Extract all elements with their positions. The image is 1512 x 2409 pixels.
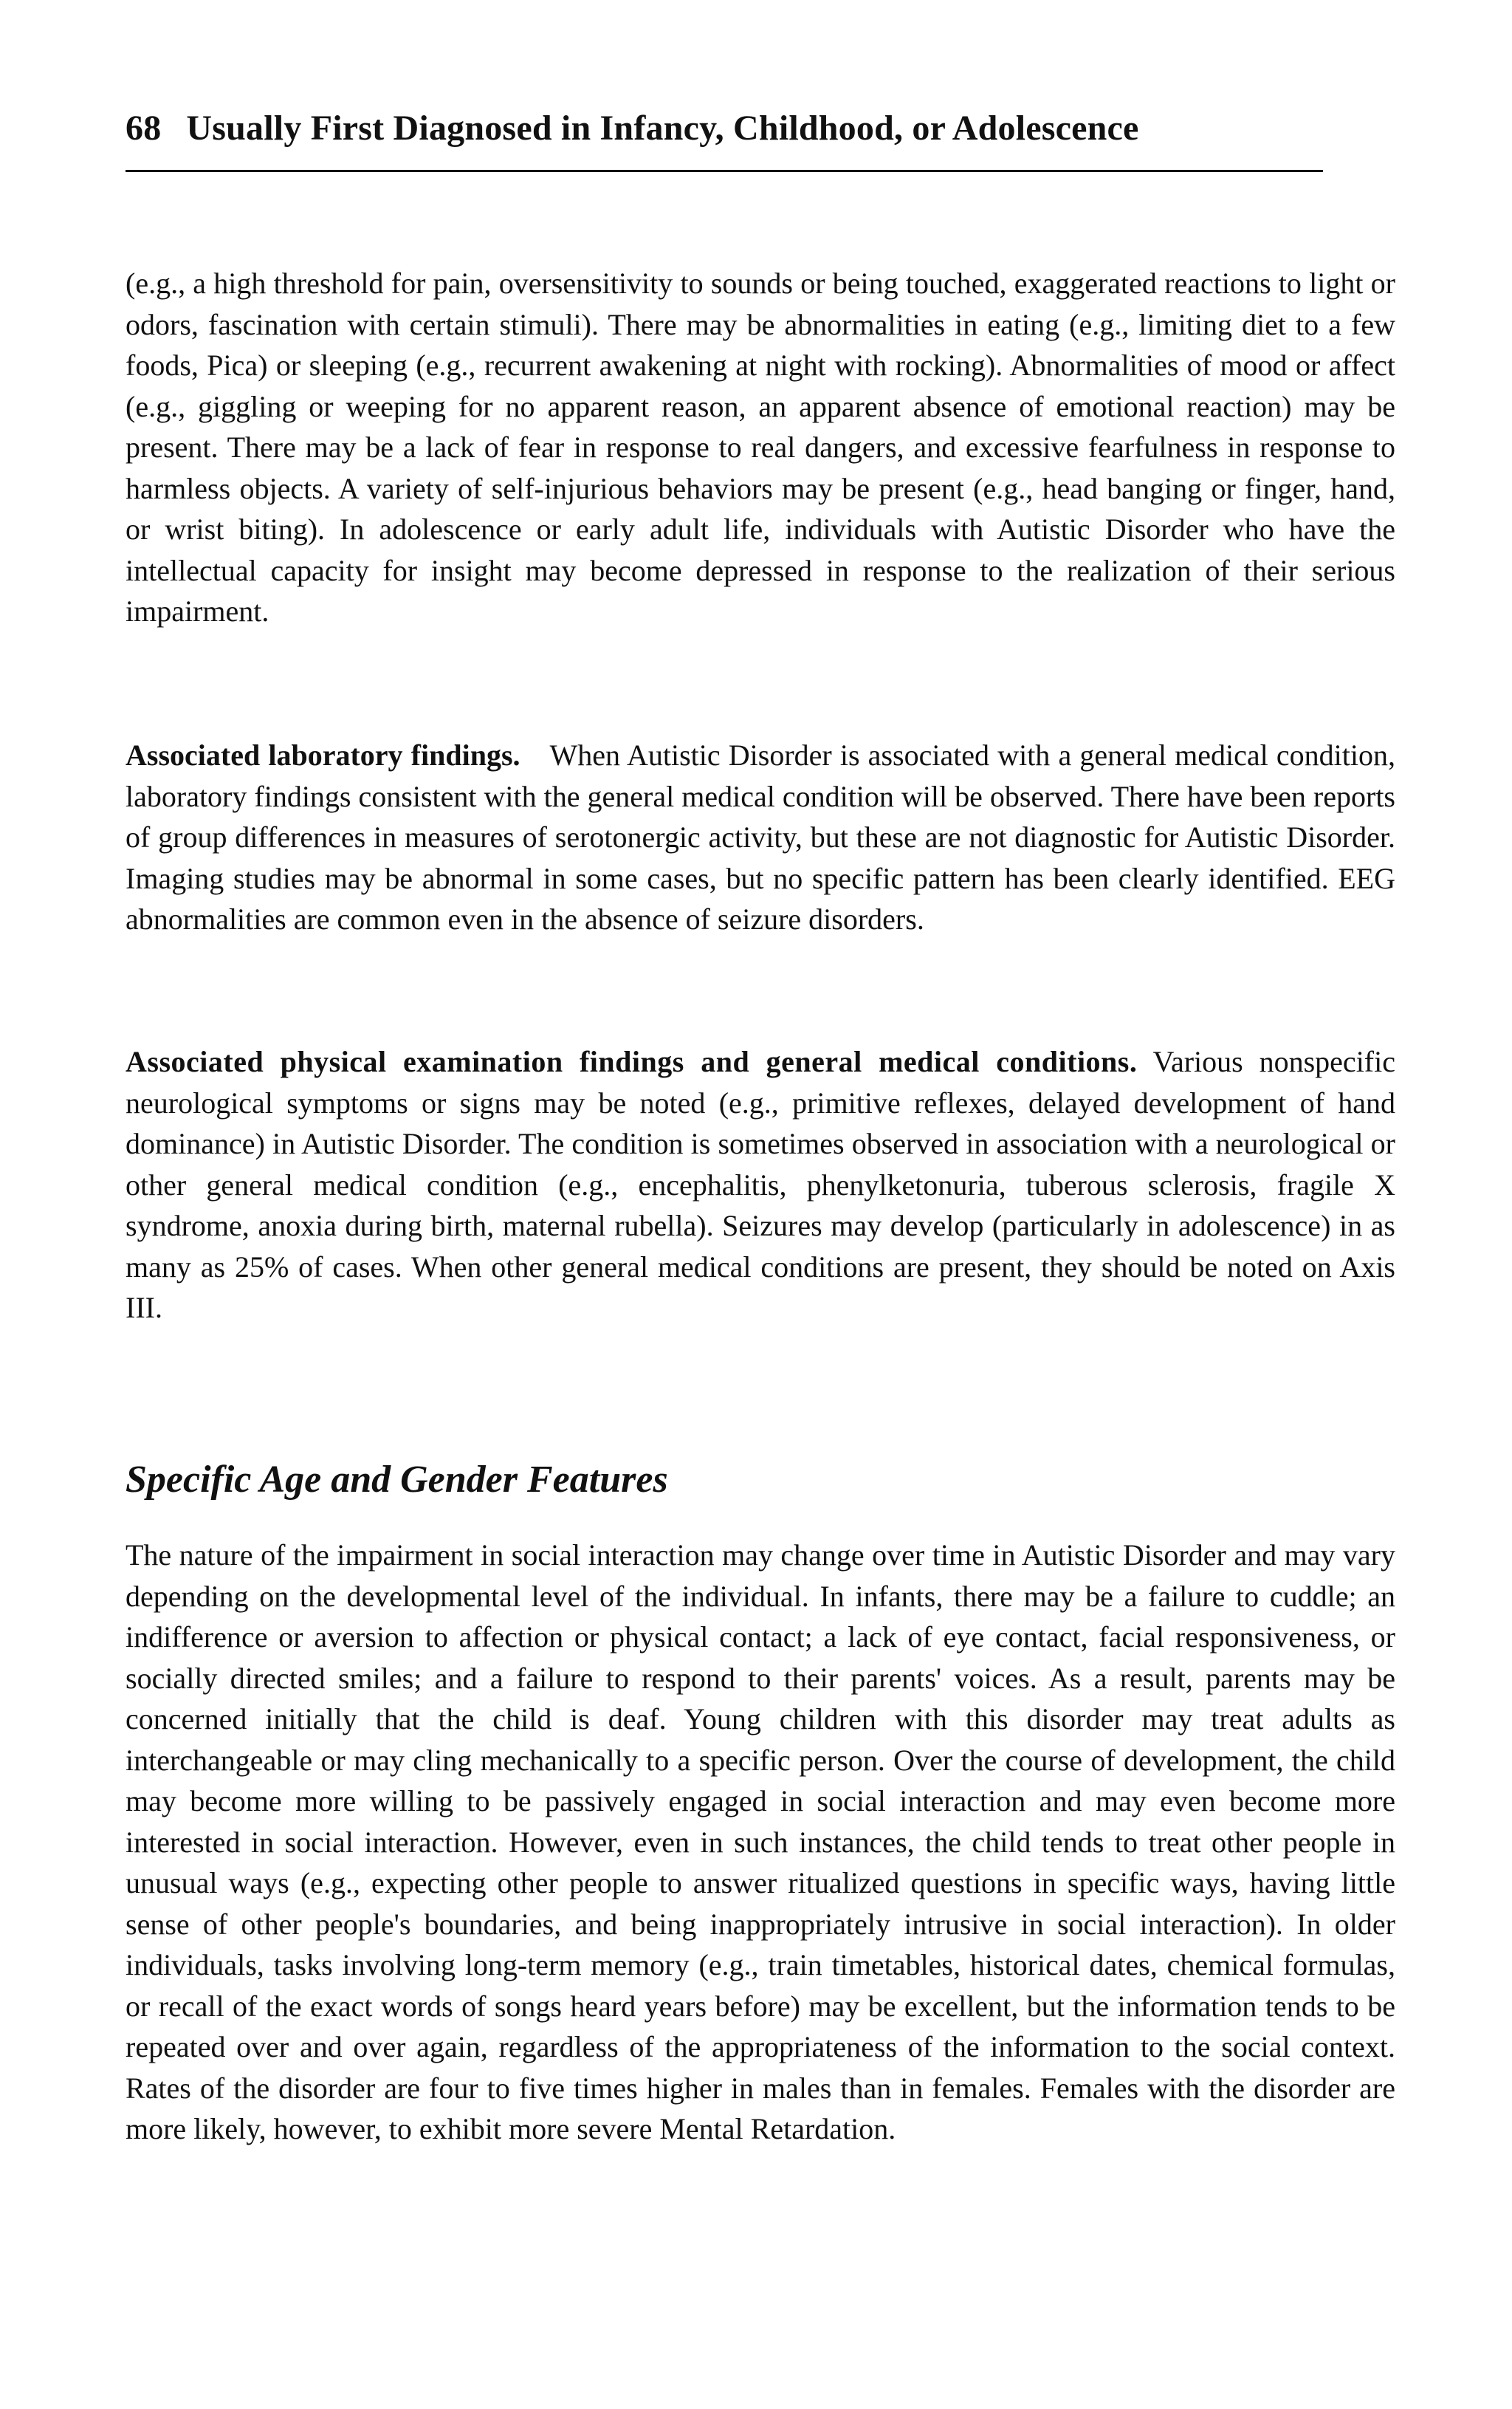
page-number: 68 [126, 109, 162, 148]
lab-findings-block [126, 735, 1395, 940]
physical-findings-paragraph [126, 1041, 1395, 1329]
physical-findings-block [126, 1041, 1395, 1329]
continuation-block [126, 263, 1395, 632]
lab-findings-paragraph [126, 735, 1395, 940]
age-gender-section [126, 1459, 1395, 2150]
section-heading: Specific Age and Gender Features [126, 1459, 668, 1501]
running-head-title: Usually First Diagnosed in Infancy, Childhood, or Adolescence [186, 109, 1139, 148]
continuation-paragraph: (e.g., a high threshold for pain, oversensitivity to sounds or being touched, exaggerated reactions to light or odors, fascination with certain stimuli). There may be abnormalities in eating (e.g., limiting diet to a few foods, Pica) or sleeping (e.g., recurrent awakening at night with rocking). Abnormalities of mood or affect (e.g., giggling or weeping for no apparent reason, an apparent absence of emotional reaction) may be present. There may be a lack of fear in response to real dangers, and excessive fearfulness in response to harmless objects. A variety of self-injurious behaviors may be present (e.g., head banging or finger, hand, or wrist biting). In adolescence or early adult life, individuals with Autistic Disorder who have the intellectual capacity for insight may become depressed in response to the realization of their serious impairment. [126, 267, 1395, 628]
running-head [126, 111, 1322, 146]
age-gender-paragraph: The nature of the impairment in social interaction may change over time in Autistic Disorder and may vary depending on the developmental level of the individual. In infants, there may be a failure to cuddle; an indifference or aversion to affection or physical contact; a lack of eye contact, facial responsiveness, or socially directed smiles; and a failure to respond to their parents' voices. As a result, parents may be concerned initially that the child is deaf. Young children with this disorder may treat adults as interchangeable or may cling mechanically to a specific person. Over the course of development, the child may become more willing to be passively engaged in social interaction and may even become more interested in social interaction. However, even in such instances, the child tends to treat other people in unusual ways (e.g., expecting other people to answer ritualized questions in specific ways, having little sense of other people's boundaries, and being inappropriately intrusive in social interaction). In older individuals, tasks involving long-term memory (e.g., train timetables, historical dates, chemical formulas, or recall of the exact words of songs heard years before) may be excellent, but the information tends to be repeated over and over again, regardless of the appropriateness of the information to the social context. Rates of the disorder are four to five times higher in males than in females. Females with the disorder are more likely, however, to exhibit more severe Mental Retardation. [126, 1538, 1395, 2146]
lab-findings-text: When Autistic Disorder is associated with a general medical condition, laboratory findings consistent with the general medical condition will be observed. There have been reports of group differences in measures of serotonergic activity, but these are not diagnostic for Autistic Disorder. Imaging studies may be abnormal in some cases, but no specific pattern has been clearly identified. EEG abnormalities are common even in the absence of seizure disorders. [126, 739, 1396, 936]
physical-findings-text: Various nonspecific neurological symptoms or signs may be noted (e.g., primitive reflexes, delayed development of hand dominance) in Autistic Disorder. The condition is sometimes observed in association with a neurological or other general medical condition (e.g., encephalitis, phenylketonuria, tuberous sclerosis, fragile X syndrome, anoxia during birth, maternal rubella). Seizures may develop (particularly in adolescence) in as many as 25% of cases. When other general medical conditions are present, they should be noted on Axis III. [126, 1045, 1395, 1324]
physical-findings-heading: Associated physical examination findings and general medical conditions. [126, 1045, 1138, 1078]
lab-findings-heading: Associated laboratory findings. [126, 739, 520, 772]
header-rule [126, 170, 1323, 172]
